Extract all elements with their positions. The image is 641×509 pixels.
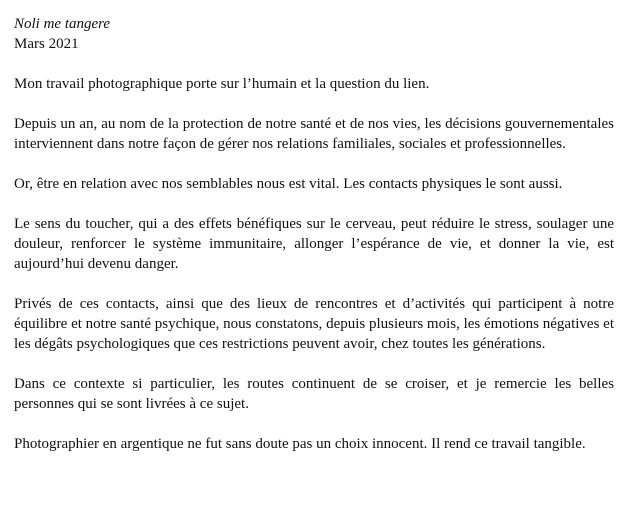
paragraph-7: Photographier en argentique ne fut sans doute pas un choix innocent. Il rend ce travail tangible. — [14, 436, 586, 452]
paragraph-1: Mon travail photographique porte sur l’humain et la question du lien. — [14, 76, 430, 92]
paragraph-6: Dans ce contexte si particulier, les routes continuent de se croiser, et je remercie les belles personnes qui se sont livrées à ce sujet. — [14, 376, 614, 412]
paragraph-3: Or, être en relation avec nos semblables nous est vital. Les contacts physiques le sont aussi. — [14, 176, 563, 192]
paragraph-5: Privés de ces contacts, ainsi que des lieux de rencontres et d’activités qui participent à notre équilibre et notre santé psychique, nous constatons, depuis plusieurs mois, les émotions négatives et les dégâts psychologiques que ces restrictions peuvent avoir, chez toutes les générations. — [14, 296, 614, 352]
document-date: Mars 2021 — [14, 36, 79, 52]
document-title: Noli me tangere — [14, 16, 111, 32]
paragraph-2: Depuis un an, au nom de la protection de notre santé et de nos vies, les décisions gouvernementales interviennent dans notre façon de gérer nos relations familiales, sociales et professionnelles. — [14, 116, 614, 152]
paragraph-4: Le sens du toucher, qui a des effets bénéfiques sur le cerveau, peut réduire le stress, soulager une douleur, renforcer le système immunitaire, allonger l’espérance de vie, et donner la vie, est aujourd’hui devenu danger. — [14, 216, 614, 272]
document-body — [14, 14, 614, 454]
